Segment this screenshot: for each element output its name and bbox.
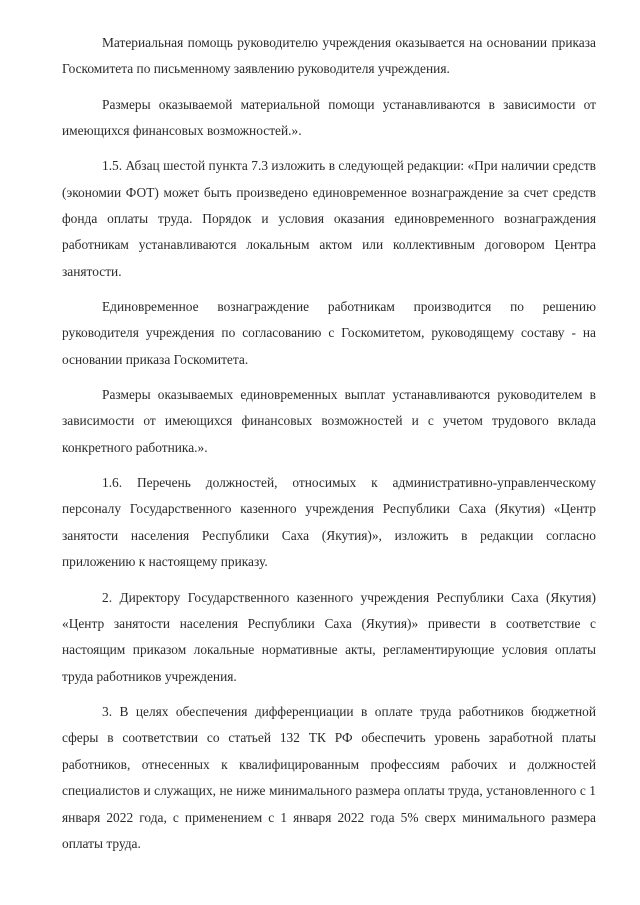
paragraph-clause-2: 2. Директору Государственного казенного учреждения Республики Саха (Якутия) «Центр занятости населения Республики Саха (Якутия)» привести в соответствие с настоящим приказом локальные нормативные акты, регламентирующие условия оплаты труда работников учреждения. bbox=[62, 589, 596, 684]
paragraph-bonus-decision: Единовременное вознаграждение работникам производится по решению руководителя учреждения по согласованию с Госкомитетом, руководящему составу - на основании приказа Госкомитета. bbox=[62, 299, 596, 367]
paragraph-material-aid-amount: Размеры оказываемой материальной помощи устанавливаются в зависимости от имеющихся финансовых возможностей.». bbox=[62, 96, 596, 139]
paragraph-clause-3: 3. В целях обеспечения дифференциации в оплате труда работников бюджетной сферы в соответствии со статьей 132 ТК РФ обеспечить уровень заработной платы работников, отнесенных к квалифицированным профессиям рабочих и должностей специалистов и служащих, не ниже минимального размера оплаты труда, установленного с 1 января 2022 года, с применением с 1 января 2022 года 5% сверх минимального размера оплаты труда. bbox=[62, 703, 596, 851]
paragraph-clause-1-6: 1.6. Перечень должностей, относимых к административно-управленческому персоналу Государственного казенного учреждения Республики Саха (Якутия) «Центр занятости населения Республики Саха (Якутия)», изложить в редакции согласно приложению к настоящему приказу. bbox=[62, 475, 596, 570]
paragraph-bonus-amount: Размеры оказываемых единовременных выплат устанавливаются руководителем в зависимости от имеющихся финансовых возможностей и с учетом трудового вклада конкретного работника.». bbox=[62, 387, 596, 455]
paragraph-material-aid-basis: Материальная помощь руководителю учреждения оказывается на основании приказа Госкомитета по письменному заявлению руководителя учреждения. bbox=[62, 35, 596, 77]
document-body bbox=[62, 30, 596, 866]
paragraph-clause-1-5: 1.5. Абзац шестой пункта 7.3 изложить в следующей редакции: «При наличии средств (экономии ФОТ) может быть произведено единовременное вознаграждение за счет средств фонда оплаты труда. Порядок и условия оказания единовременного вознаграждения работникам устанавливаются локальным актом или коллективным договором Центра занятости. bbox=[62, 158, 596, 279]
